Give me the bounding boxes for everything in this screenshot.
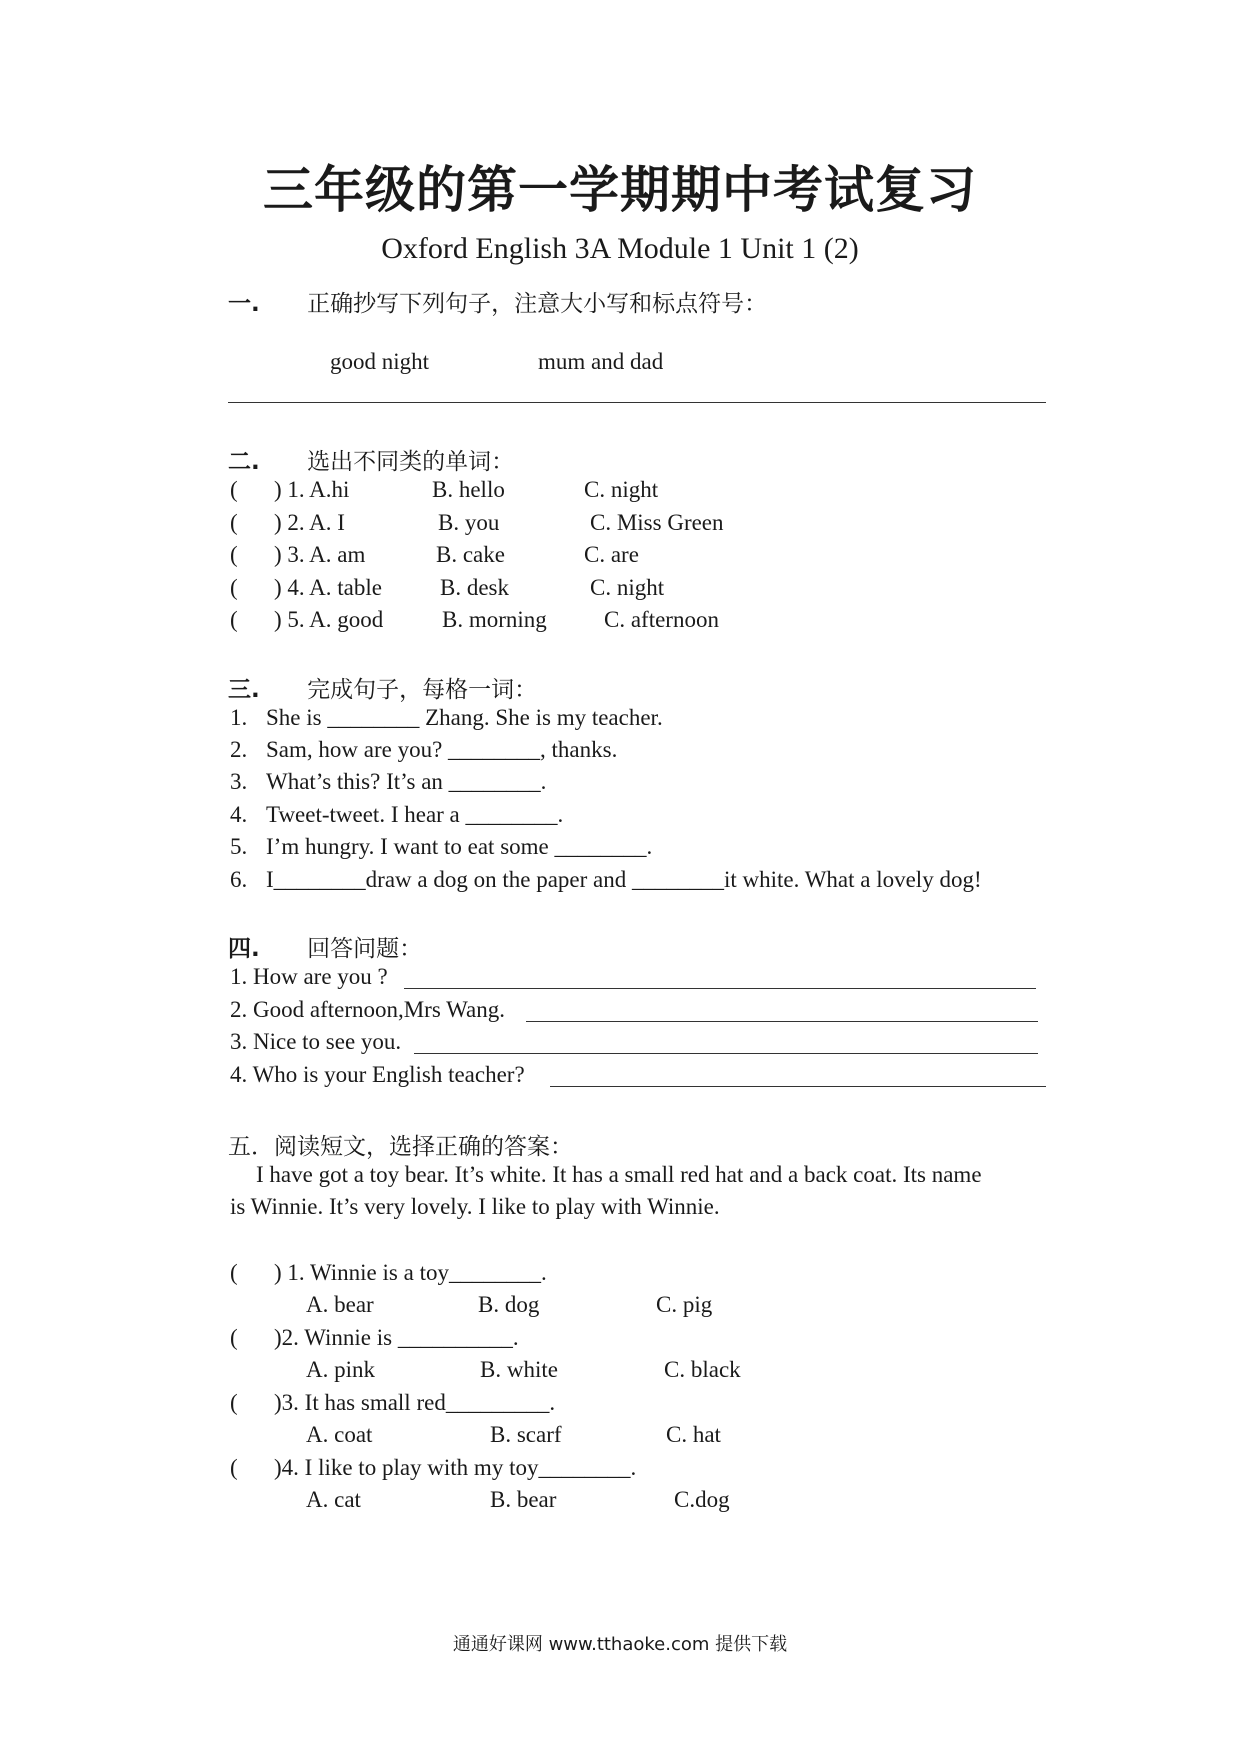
reading-question-1: ) 1. Winnie is a toy________. bbox=[274, 1260, 547, 1285]
option-3b: B. scarf bbox=[490, 1422, 562, 1447]
choice-paren: ( bbox=[230, 510, 238, 535]
choice-item-2-a: ) 2. A. I bbox=[274, 510, 345, 535]
section2-heading-text: 选出不同类的单词： bbox=[307, 449, 515, 475]
option-3c: C. hat bbox=[666, 1422, 721, 1447]
answer-paren: ( bbox=[230, 1260, 238, 1285]
page-subtitle: Oxford English 3A Module 1 Unit 1 (2) bbox=[381, 232, 859, 265]
answer-line-1 bbox=[404, 988, 1036, 989]
option-4b: B. bear bbox=[490, 1487, 557, 1512]
page-title: 三年级的第一学期期中考试复习 bbox=[263, 161, 977, 219]
section3-number: 三. bbox=[228, 677, 260, 703]
option-4a: A. cat bbox=[306, 1487, 361, 1512]
option-1a: A. bear bbox=[306, 1292, 374, 1317]
option-3a: A. coat bbox=[306, 1422, 373, 1447]
section3-heading-text: 完成句子，每格一词： bbox=[307, 677, 538, 703]
fill-num-1: 1. bbox=[230, 705, 248, 730]
fill-sentence-4: Tweet-tweet. I hear a ________. bbox=[266, 802, 564, 827]
option-2c: C. black bbox=[664, 1357, 741, 1382]
fill-sentence-6: I________draw a dog on the paper and ________it white. What a lovely dog! bbox=[266, 867, 982, 892]
fill-sentence-5: I’m hungry. I want to eat some ________. bbox=[266, 834, 653, 859]
choice-item-1-c: C. night bbox=[584, 477, 659, 502]
section1-number: 一. bbox=[228, 291, 260, 317]
choice-item-2-c: C. Miss Green bbox=[590, 510, 724, 535]
option-4c: C.dog bbox=[674, 1487, 730, 1512]
choice-item-4-a: ) 4. A. table bbox=[274, 575, 382, 600]
question-1: 1. How are you ? bbox=[230, 964, 388, 989]
section2-heading bbox=[228, 443, 514, 476]
choice-paren: ( bbox=[230, 575, 238, 600]
fill-num-2: 2. bbox=[230, 737, 248, 762]
fill-sentence-1: She is ________ Zhang. She is my teacher. bbox=[266, 705, 663, 730]
phrase-1: good night bbox=[330, 349, 430, 374]
fill-num-4: 4. bbox=[230, 802, 248, 827]
section2-number: 二. bbox=[228, 449, 260, 475]
choice-item-5-b: B. morning bbox=[442, 607, 547, 632]
section3-heading bbox=[228, 671, 537, 704]
fill-sentence-2: Sam, how are you? ________, thanks. bbox=[266, 737, 618, 762]
passage-line-1: I have got a toy bear. It’s white. It has a small red hat and a back coat. Its name bbox=[256, 1162, 982, 1187]
option-2a: A. pink bbox=[306, 1357, 375, 1382]
choice-paren: ( bbox=[230, 607, 238, 632]
choice-item-1-b: B. hello bbox=[432, 477, 505, 502]
question-3: 3. Nice to see you. bbox=[230, 1029, 402, 1054]
answer-line-2 bbox=[526, 1021, 1038, 1022]
section1-heading-text: 正确抄写下列句子，注意大小写和标点符号： bbox=[307, 291, 768, 317]
answer-paren: ( bbox=[230, 1390, 238, 1415]
option-2b: B. white bbox=[480, 1357, 558, 1382]
reading-question-3: )3. It has small red_________. bbox=[274, 1390, 556, 1415]
fill-num-3: 3. bbox=[230, 769, 248, 794]
page-footer: 通通好课网 www.tthaoke.com 提供下载 bbox=[452, 1634, 788, 1655]
option-1b: B. dog bbox=[478, 1292, 540, 1317]
choice-item-3-b: B. cake bbox=[436, 542, 505, 567]
choice-item-5-c: C. afternoon bbox=[604, 607, 719, 632]
choice-item-4-c: C. night bbox=[590, 575, 665, 600]
section1-heading bbox=[228, 285, 767, 318]
choice-paren: ( bbox=[230, 477, 238, 502]
fill-num-6: 6. bbox=[230, 867, 248, 892]
answer-line-3 bbox=[414, 1053, 1038, 1054]
section4-heading bbox=[228, 930, 422, 963]
choice-item-2-b: B. you bbox=[438, 510, 500, 535]
option-1c: C. pig bbox=[656, 1292, 713, 1317]
choice-item-3-c: C. are bbox=[584, 542, 639, 567]
reading-question-2: )2. Winnie is __________. bbox=[274, 1325, 519, 1350]
choice-item-4-b: B. desk bbox=[440, 575, 509, 600]
choice-paren: ( bbox=[230, 542, 238, 567]
choice-item-5-a: ) 5. A. good bbox=[274, 607, 384, 632]
copy-answer-line bbox=[228, 402, 1046, 403]
section4-heading-text: 回答问题： bbox=[307, 936, 423, 962]
reading-question-4: )4. I like to play with my toy________. bbox=[274, 1455, 637, 1480]
fill-num-5: 5. bbox=[230, 834, 248, 859]
passage-line-2: is Winnie. It’s very lovely. I like to play with Winnie. bbox=[230, 1194, 720, 1219]
choice-item-1-a: ) 1. A.hi bbox=[274, 477, 350, 502]
answer-line-4 bbox=[550, 1086, 1046, 1087]
section5-heading: 五．阅读短文，选择正确的答案： bbox=[228, 1134, 573, 1160]
section4-number: 四. bbox=[228, 936, 260, 962]
phrase-2: mum and dad bbox=[538, 349, 664, 374]
question-2: 2. Good afternoon,Mrs Wang. bbox=[230, 997, 505, 1022]
answer-paren: ( bbox=[230, 1325, 238, 1350]
choice-item-3-a: ) 3. A. am bbox=[274, 542, 366, 567]
fill-sentence-3: What’s this? It’s an ________. bbox=[266, 769, 547, 794]
question-4: 4. Who is your English teacher? bbox=[230, 1062, 525, 1087]
answer-paren: ( bbox=[230, 1455, 238, 1480]
